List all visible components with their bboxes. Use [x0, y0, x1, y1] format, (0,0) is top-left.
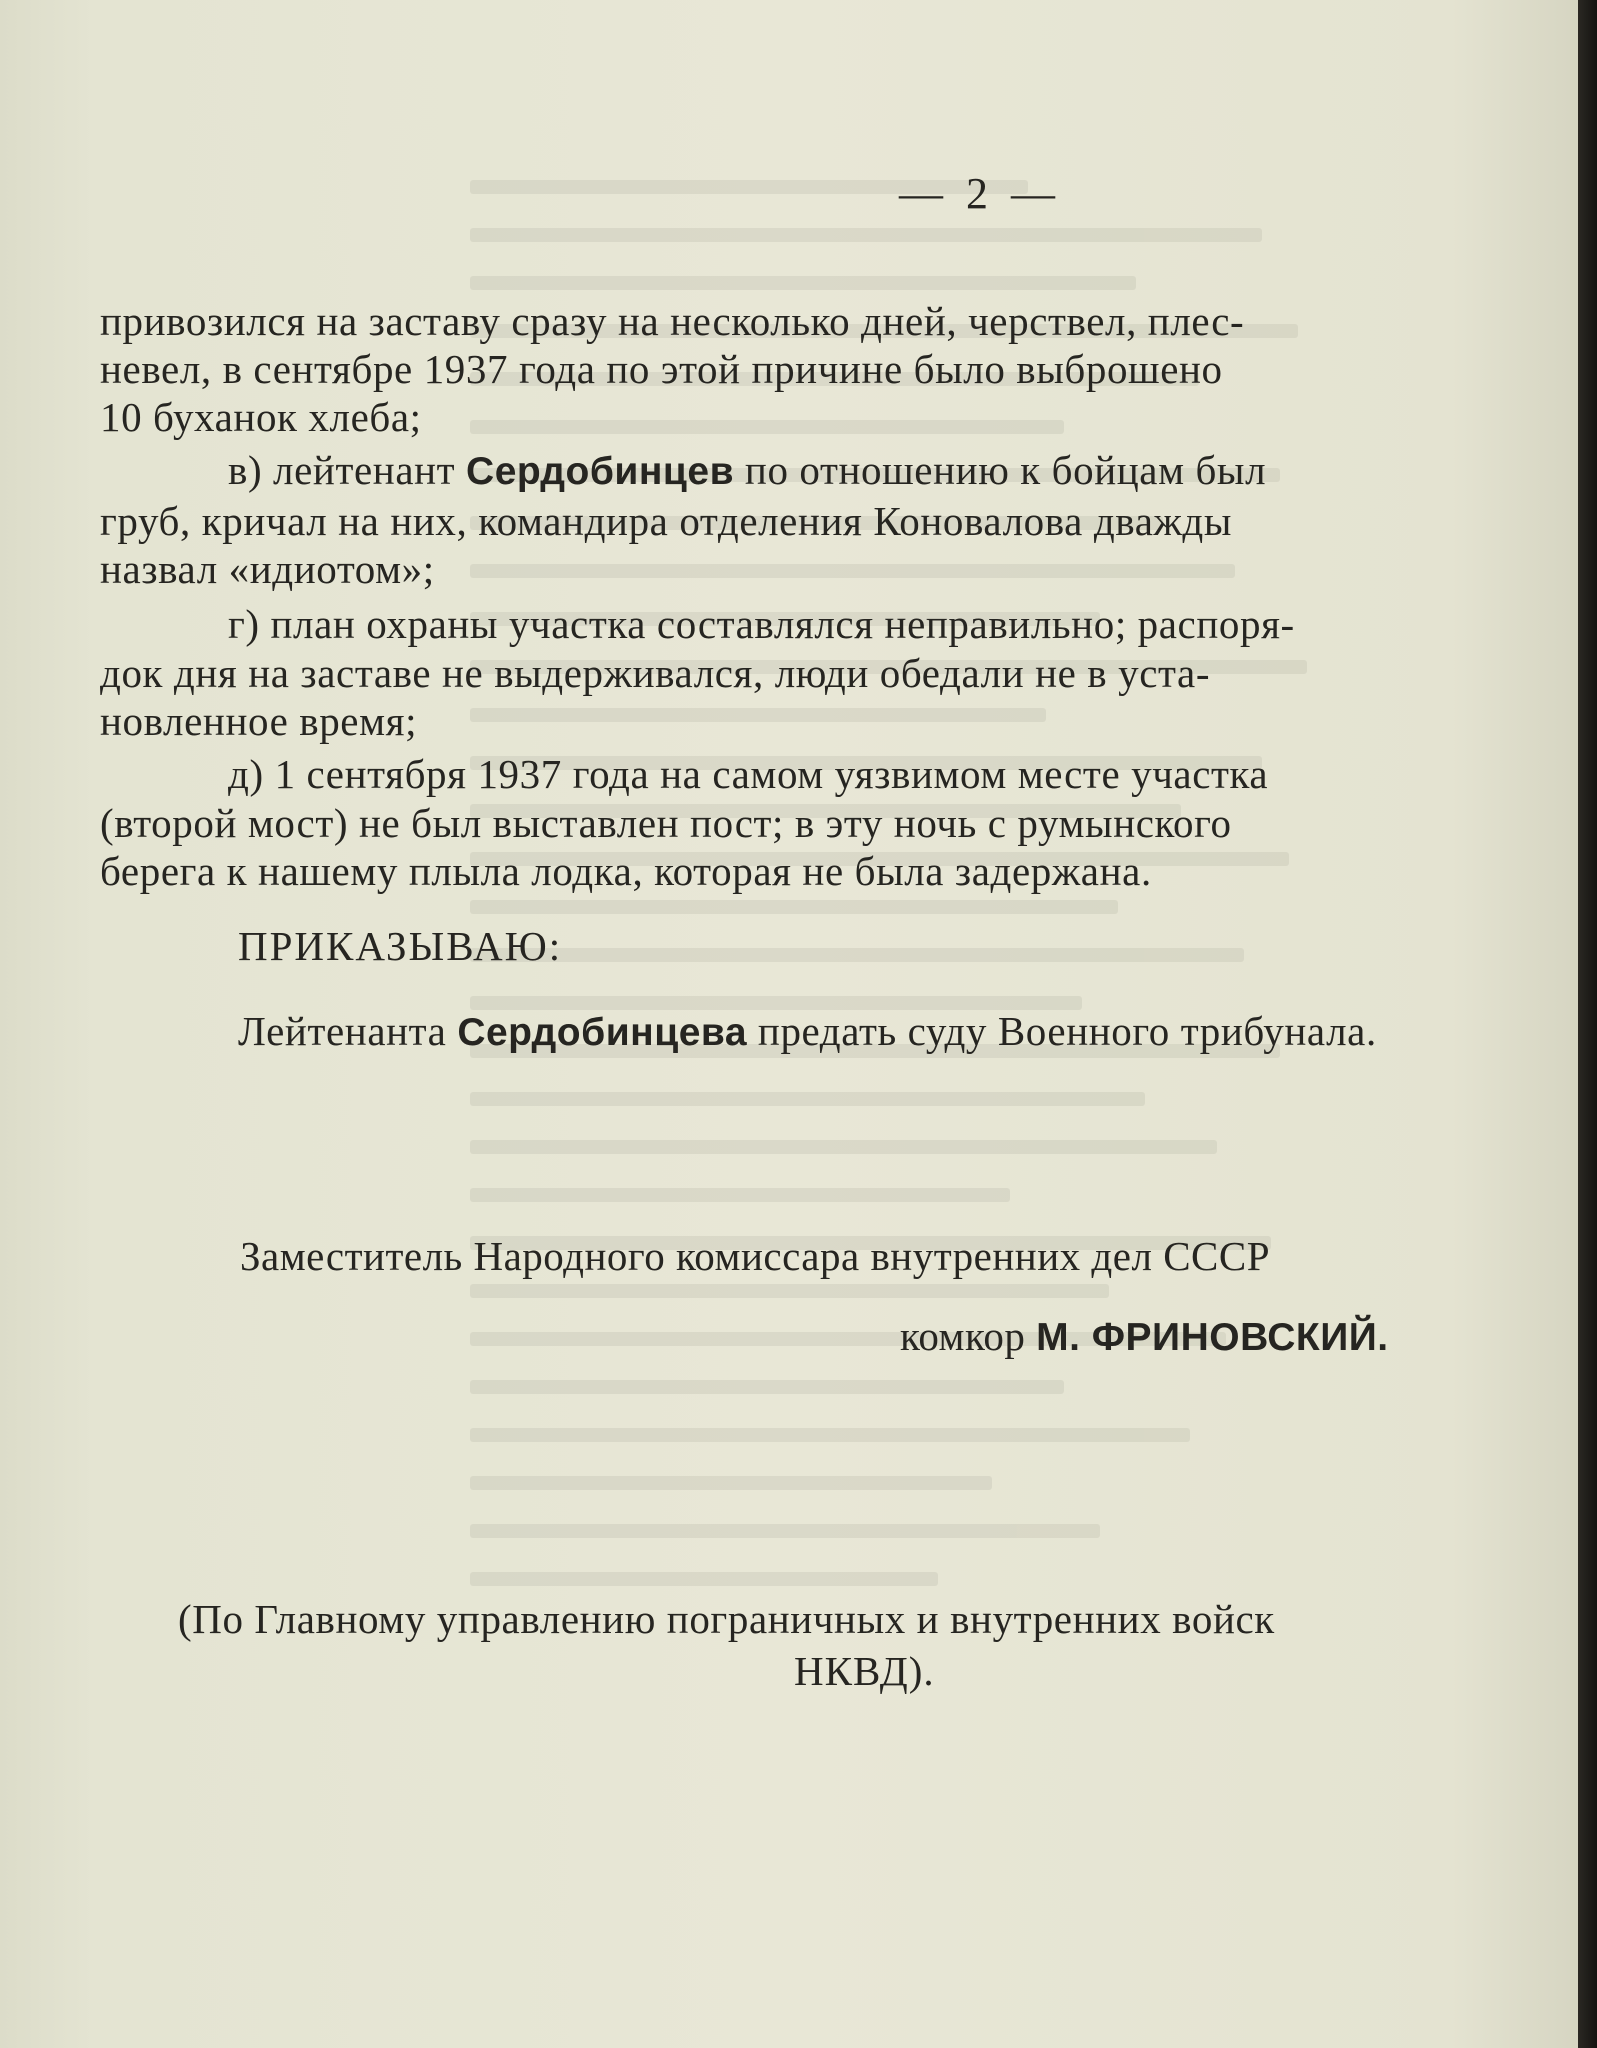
person-name: Сердобинцева	[457, 1011, 748, 1054]
signature-rank: комкор	[900, 1313, 1037, 1359]
signature-name-line	[900, 1312, 1389, 1360]
text-line: груб, кричал на них, командира отделения Коновалова дважды	[100, 498, 1233, 544]
page-number: — 2 —	[899, 169, 1061, 218]
text-line: невел, в сентябре 1937 года по этой причине было выброшено	[100, 346, 1223, 392]
text-line: д) 1 сентября 1937 года на самом уязвимом месте участка	[228, 751, 1269, 797]
signature-name: М. ФРИНОВСКИЙ.	[1036, 1316, 1389, 1359]
order-rest: предать суду Военного трибунала.	[747, 1008, 1377, 1054]
source-note: (По Главному управлению пограничных и внутренних войск	[178, 1596, 1275, 1642]
person-name: Сердобинцев	[466, 450, 735, 493]
text-line: привозился на заставу сразу на несколько дней, черствел, плес-	[100, 298, 1245, 344]
order-heading: ПРИКАЗЫВАЮ:	[238, 923, 563, 969]
item-v-rest: по отношению к бойцам был	[734, 447, 1267, 493]
order-text	[238, 1007, 1377, 1057]
text-line: 10 буханок хлеба;	[100, 394, 422, 440]
text-line: (второй мост) не был выставлен пост; в эту ночь с румынского	[100, 800, 1232, 846]
binding-edge	[1578, 0, 1597, 2048]
source-note-end: НКВД).	[794, 1648, 935, 1694]
text-line: берега к нашему плыла лодка, которая не была задержана.	[100, 848, 1152, 894]
text-line: назвал «идиотом»;	[100, 546, 435, 592]
text-line: г) план охраны участка составлялся неправильно; распоря-	[228, 601, 1295, 647]
text-line-item-v	[228, 446, 1266, 496]
text-line: новленное время;	[100, 698, 418, 744]
text-line: док дня на заставе не выдерживался, люди обедали не в уста-	[100, 650, 1211, 696]
order-prefix: Лейтенанта	[238, 1008, 458, 1054]
signature-position: Заместитель Народного комиссара внутренних дел СССР	[240, 1233, 1271, 1279]
item-v-prefix: в) лейтенант	[228, 447, 467, 493]
